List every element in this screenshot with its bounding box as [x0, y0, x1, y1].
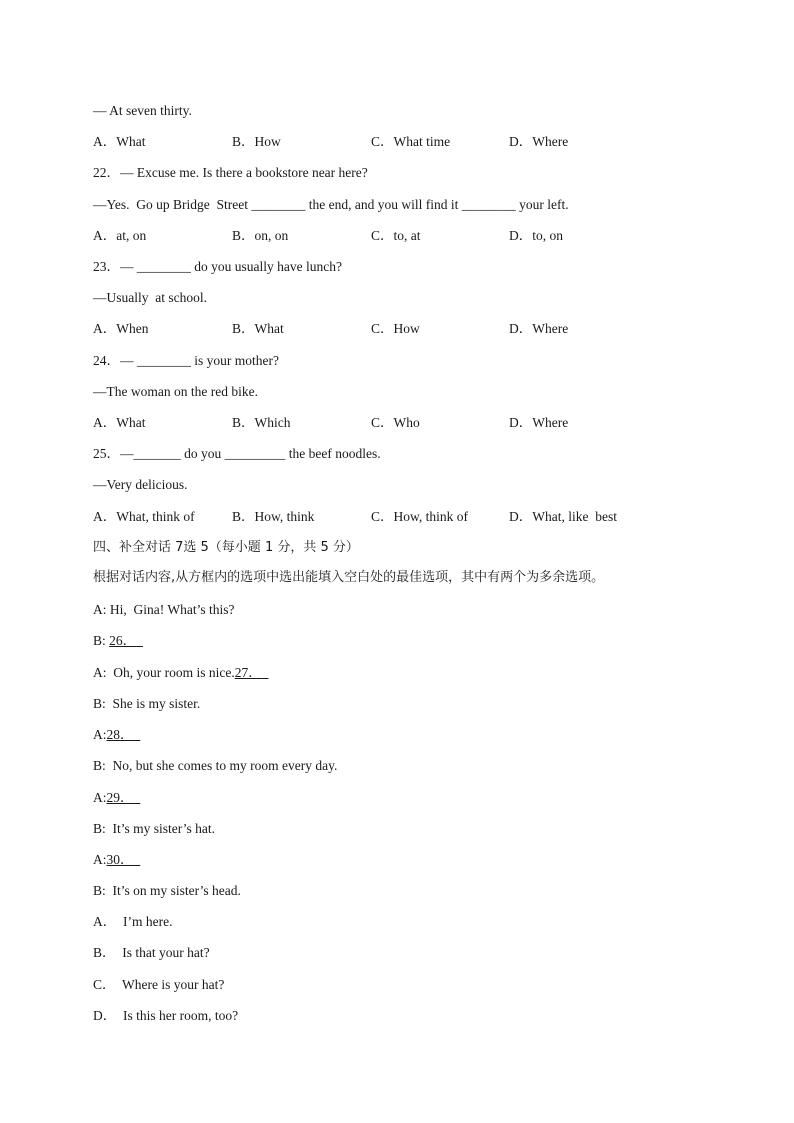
q23-option-d: D．Where [509, 321, 569, 336]
dialogue-line: A: Hi, Gina! What’s this? [93, 602, 235, 617]
choice-a: A． I’m here. [93, 914, 173, 929]
choice-d: D． Is this her room, too? [93, 1008, 239, 1023]
blank-26: 26． [109, 633, 137, 648]
choice-c: C． Where is your hat? [93, 977, 225, 992]
q22-option-b: B．on, on [232, 228, 289, 243]
q24-option-b: B．Which [232, 415, 291, 430]
dialogue-line: A:30． [93, 852, 134, 867]
q24-option-a: A．What [93, 415, 146, 430]
q22-answer-line: —Yes. Go up Bridge Street ________ the end, and you will find it ________ your left. [93, 197, 569, 212]
q22-option-c: C．to, at [371, 228, 421, 243]
dialogue-line: A:28． [93, 727, 134, 742]
q25-option-d: D．What, like best [509, 509, 617, 524]
q21-option-a: A．What [93, 134, 146, 149]
dialogue-line: B: It’s my sister’s hat. [93, 821, 216, 836]
blank-27: 27． [234, 665, 262, 680]
dialogue-line: B: She is my sister. [93, 696, 201, 711]
dialogue-line: B: No, but she comes to my room every day. [93, 758, 338, 773]
section4-heading: 四、补全对话 7选 5（每小题 1 分，共 5 分） [93, 540, 359, 555]
blank-29: 29． [106, 790, 134, 805]
q23-option-a: A．When [93, 321, 149, 336]
q21-answer-line: — At seven thirty. [93, 103, 192, 118]
dialogue-line: A: Oh, your room is nice.27． [93, 665, 262, 680]
section4-instruction: 根据对话内容,从方框内的选项中选出能填入空白处的最佳选项，其中有两个为多余选项。 [93, 570, 605, 585]
q25-option-b: B．How, think [232, 509, 315, 524]
dialogue-line: B: 26． [93, 633, 137, 648]
q25-option-c: C．How, think of [371, 509, 468, 524]
q25-option-a: A．What, think of [93, 509, 195, 524]
q22-question: 22．— Excuse me. Is there a bookstore near here? [93, 165, 368, 180]
q23-question: 23．— ________ do you usually have lunch? [93, 259, 342, 274]
q23-answer-line: —Usually at school. [93, 290, 207, 305]
q23-option-b: B．What [232, 321, 284, 336]
choice-b: B． Is that your hat? [93, 945, 210, 960]
q21-option-d: D．Where [509, 134, 569, 149]
q24-answer-line: —The woman on the red bike. [93, 384, 258, 399]
dialogue-line: A:29． [93, 790, 134, 805]
q21-option-c: C．What time [371, 134, 451, 149]
q25-question: 25．—_______ do you _________ the beef noodles. [93, 446, 381, 461]
blank-28: 28． [106, 727, 134, 742]
q24-option-d: D．Where [509, 415, 569, 430]
blank-30: 30． [106, 852, 134, 867]
q22-option-d: D．to, on [509, 228, 563, 243]
q21-option-b: B．How [232, 134, 281, 149]
dialogue-line: B: It’s on my sister’s head. [93, 883, 241, 898]
q22-option-a: A．at, on [93, 228, 147, 243]
q24-question: 24．— ________ is your mother? [93, 353, 279, 368]
q24-option-c: C．Who [371, 415, 420, 430]
q25-answer-line: —Very delicious. [93, 477, 188, 492]
q23-option-c: C．How [371, 321, 420, 336]
